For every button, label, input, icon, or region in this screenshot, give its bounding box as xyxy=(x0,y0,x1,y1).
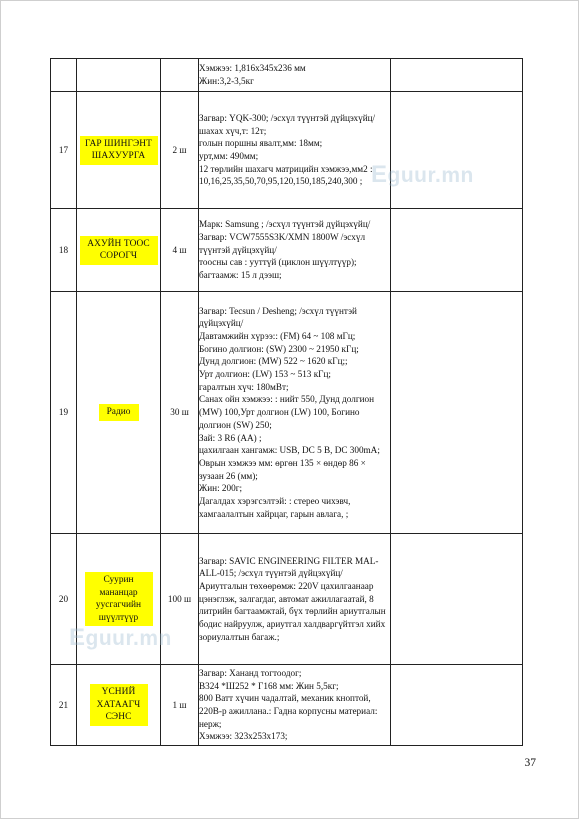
quantity: 4 ш xyxy=(161,209,199,292)
item-name: АХУЙН ТООС СОРОГЧ xyxy=(80,236,158,265)
row-number: 19 xyxy=(51,292,77,534)
specification-table xyxy=(50,58,523,746)
item-name-cell xyxy=(77,292,161,534)
watermark-logo: Eguur.mn xyxy=(69,624,172,651)
quantity: 100 ш xyxy=(161,534,199,665)
extra-cell xyxy=(391,665,523,746)
specification-text: Загвар: SAVIC ENGINEERING FILTER MAL-ALL-015; /эсхүл түүнтэй дүйцэхүйц/ Ариутгалын төхөөрөмж: 220V цахилгаанаар цэнэглэж, залгагдаг, автомат ажиллагаатай, 8 литрийн багтаамжтай, бүх төрлийн ариутгалын бодис найруулж, ариутгал халдваргүйтгэл хийх зориулалтын багаж.; xyxy=(199,534,391,665)
quantity: 30 ш xyxy=(161,292,199,534)
page-number: 37 xyxy=(524,757,536,769)
quantity: 2 ш xyxy=(161,92,199,209)
table-row xyxy=(51,209,523,292)
row-number: 17 xyxy=(51,92,77,209)
item-name-cell xyxy=(77,665,161,746)
table-row xyxy=(51,92,523,209)
row-number: 21 xyxy=(51,665,77,746)
specification-text: Загвар: YQK-300; /эсхүл түүнтэй дүйцэхүйц/ шахах хүч,т: 12т; голын поршны явалт,мм: 18мм; урт,мм: 490мм; 12 төрлийн шахагч матрицийн хэмжээ,мм2 : 10,16,25,35,50,70,95,120,150,185,240,300 ; xyxy=(199,92,391,209)
extra-cell xyxy=(391,209,523,292)
item-name-cell xyxy=(77,209,161,292)
table-row xyxy=(51,59,523,92)
table-row xyxy=(51,534,523,665)
table-row xyxy=(51,292,523,534)
specification-text: Загвар: Tecsun / Desheng; /эсхүл түүнтэй дүйцэхүйц/ Давтамжийн хүрээ:: (FM) 64 ~ 108 мГц; Богино долгион: (SW) 2300 ~ 21950 кГц; Дунд долгион: (MW) 522 ~ 1620 кГц;; Урт долгион: (LW) 153 ~ 513 кГц; гаралтын хүч: 180мВт; Санах ойн хэмжээ: : нийт 550, Дунд долгион (MW) 100,Урт долгион (LW) 100, Богино долгион (SW) 250; Зай: 3 R6 (AA) ; цахилгаан хангамж: USB, DC 5 В, DC 300mA; Оврын хэмжээ мм: өргөн 135 × өндөр 86 × зузаан 26 (мм); Жин: 200г; Дагалдах хэрэгсэлтэй: : стерео чихэвч, хамгаалалтын хайрцаг, гарын авлага, ; xyxy=(199,292,391,534)
extra-cell xyxy=(391,534,523,665)
item-name: Суурин мананцар уусгагчийн шүүлтүүр xyxy=(85,572,153,626)
specification-text: Загвар: Хананд тогтоодог; B324 *Ш252 * Г168 мм: Жин 5,5кг; 800 Ватт хүчин чадалтай, механик кноптой, 220В-р ажиллана.: Гадна корпусны материал: нерж; Хэмжээ: 323x253x173; xyxy=(199,665,391,746)
extra-cell xyxy=(391,59,523,92)
table-row xyxy=(51,665,523,746)
extra-cell xyxy=(391,292,523,534)
row-number: 20 xyxy=(51,534,77,665)
specification-text: Марк: Samsung ; /эсхүл түүнтэй дүйцэхүйц/ Загвар: VCW7555S3K/XMN 1800W /эсхүл түүнтэй дүйцэхүйц/ тоосны сав : ууттүй (циклон шүүлтүүр); багтаамж: 15 л дээш; xyxy=(199,209,391,292)
quantity xyxy=(161,59,199,92)
watermark-logo: Eguur.mn xyxy=(371,161,474,188)
item-name-cell xyxy=(77,59,161,92)
item-name-cell xyxy=(77,92,161,209)
extra-cell xyxy=(391,92,523,209)
item-name: ГАР ШИНГЭНТ ШАХУУРГА xyxy=(80,136,158,165)
item-name: ҮСНИЙ ХАТААГЧ СЭНС xyxy=(90,684,148,726)
row-number: 18 xyxy=(51,209,77,292)
specification-text: Хэмжээ: 1,816x345x236 мм Жин:3,2-3,5кг xyxy=(199,59,391,92)
item-name-cell xyxy=(77,534,161,665)
row-number xyxy=(51,59,77,92)
quantity: 1 ш xyxy=(161,665,199,746)
item-name: Радио xyxy=(99,404,139,421)
